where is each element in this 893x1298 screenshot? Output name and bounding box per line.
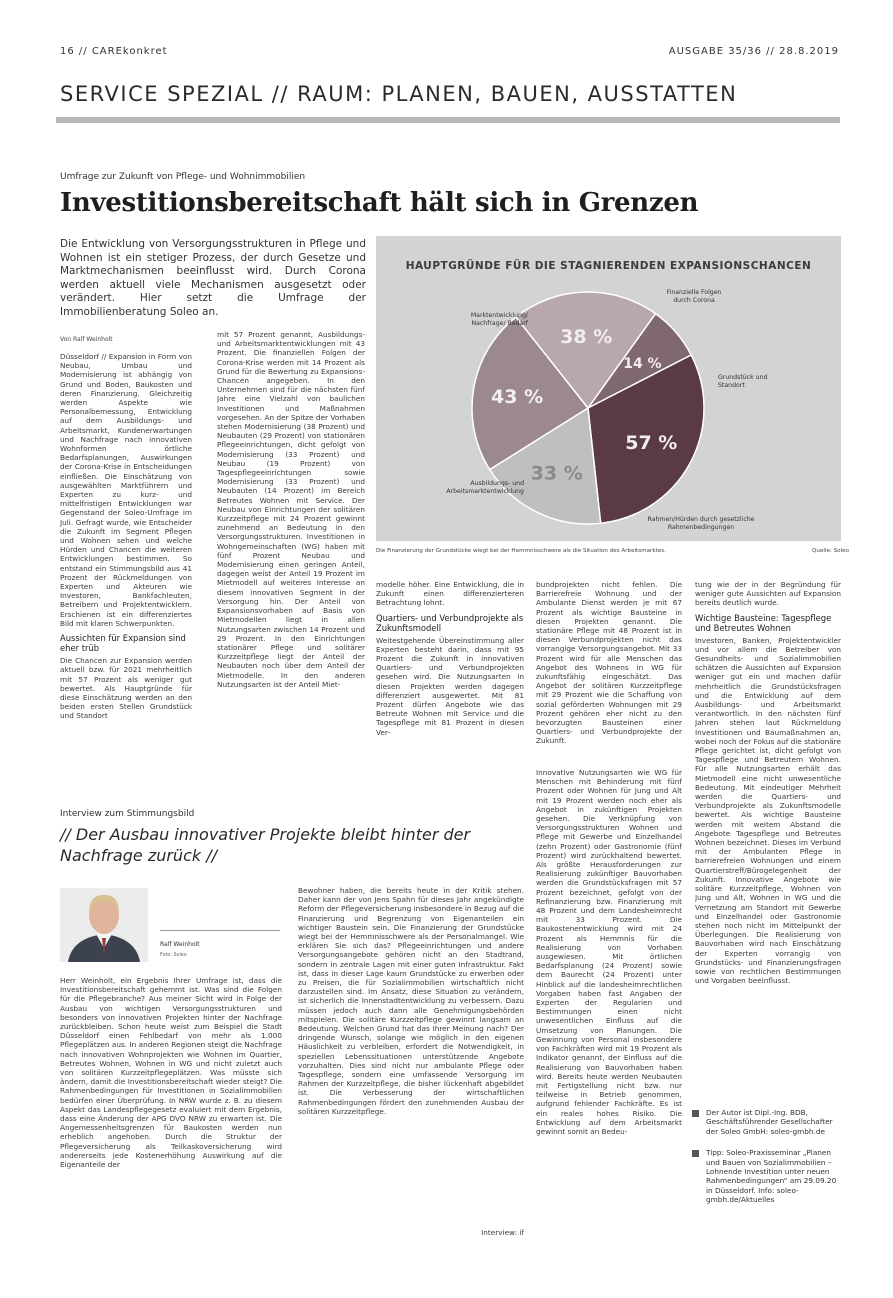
portrait-photo (60, 888, 148, 962)
square-bullet-icon (692, 1110, 699, 1117)
seminar-tip-box (692, 1148, 842, 1204)
square-bullet-icon (692, 1150, 699, 1157)
article-lead: Die Entwicklung von Versorgungsstrukturen in Pflege und Wohnen ist ein stetiger Prozess, der durch Gesetze und Marktmechanismen beeinflusst wird. Durch Corona werden aktuell viele Mechanismen ausgesetzt oder verändert. Hier setzt die Umfrage der Immobilienberatung Soleo an. (60, 238, 366, 318)
subheading-aussichten: Aussichten für Expansion sind eher trüb (60, 633, 186, 654)
portrait-image (60, 888, 148, 962)
article-column-5-text: tung wie der in der Begründung für weniger gute Aussichten auf Expansion bereits deutlich wurde. (695, 580, 841, 608)
interview-column-1 (60, 976, 282, 1238)
pie-value-label-2: 33 % (530, 462, 583, 485)
pie-label-grundstueck: Grundstück und Standort (718, 374, 768, 389)
photo-name: Ralf Weinholt (160, 941, 200, 948)
interview-column-2-text: Bewohner haben, die bereits heute in der Kritik stehen. Daher kann der von Jens Spahn für dieses Jahr angekündigte Reform der Pflegeversicherung insbesondere in Bezug auf die Finanzierung und Begrenzung von Eigenanteilen ein wichtiger Baustein sein. Die Finanzierung der Grundstücke wiegt bei der Hemmnisschwere als der Personalmangel. Wie erklären Sie sich das? Pflegeeinrichtungen und andere Versorgungsangebote gehören nicht an den Stadtrand, sondern in zentrale Lagen mit einer guten Infrastruktur. Fakt ist, dass in dieser Lage kaum Grundstücke zu erwerben oder zu Preisen, die für Sozialimmobilien wirtschaftlich nicht darzustellen sind. Im Ansatz, diese Situation zu verändern, ist sicherlich die Innenstadtentwicklung zu verbessern. Dazu müssen jedoch auch dann alle Genehmigungsbehörden mitspielen. Die solitäre Kurzzeitpflege gewinnt langsam an Bedeutung. Welchen Grund hat das Ihrer Meinung nach? Der dringende Wunsch, solange wie möglich in den eigenen Häuslichkeit zu verbleiben, erfordert die Notwendigkeit, in speziellen Lebenssituationen unterstützende Angebote vorzuhalten. Dies sind nicht nur ambulante Pflege oder Tagespflege, sondern eine umfassende Versorgung im Rahmen der Kurzzeitpflege, die bisher lückenhaft abgebildet ist. Die Verbesserung der wirtschaftlichen Rahmenbedingungen fördert den zunehmenden Ausbau der solitären Kurzzeitpflege. (298, 886, 524, 1116)
pie-chart-panel (376, 236, 841, 541)
pie-value-label-0: 14 % (623, 356, 662, 372)
pie-label-ausbildung: Ausbildungs- und Arbeitsmarktentwicklung (446, 480, 524, 495)
header-rule (56, 117, 840, 123)
info-boxes (692, 1108, 842, 1217)
pie-value-label-3: 43 % (491, 385, 544, 408)
author-info-box (692, 1108, 842, 1136)
article-author: Von Ralf Weinholt (60, 336, 113, 343)
page-header-right: AUSGABE 35/36 // 28.8.2019 (668, 46, 839, 57)
article-column-4 (536, 580, 682, 760)
article-column-5 (695, 580, 841, 1098)
article-kicker: Umfrage zur Zukunft von Pflege- und Wohnimmobilien (60, 172, 306, 182)
interview-title: // Der Ausbau innovativer Projekte bleibt hinter der Nachfrage zurück // (60, 825, 471, 865)
article-column-3-text: modelle höher. Eine Entwicklung, die in Zukunft einen differenzierteren Betrachtung lohnt. (376, 580, 524, 608)
article-column-1 (60, 352, 192, 792)
article-column-2 (217, 330, 365, 792)
article-column-3 (376, 580, 524, 798)
article-column-1b-text: Die Chancen zur Expansion werden aktuell bzw. für 2021 mehrheitlich mit 57 Prozent als weniger gut bewertet. Als Hauptgründe für diese Einschätzung werden an den beiden ersten Stellen Grundstück und Standort (60, 656, 192, 721)
author-info-text: Der Autor ist Dipl.-Ing. BDB, Geschäftsführender Gesellschafter der Soleo GmbH: soleo-gmbh.de (706, 1108, 833, 1136)
subheading-quartiers: Quartiers- und Verbundprojekte als Zukunftsmodell (376, 612, 524, 633)
photo-credit: Foto: Soleo (160, 953, 187, 958)
pie-value-label-1: 57 % (625, 432, 678, 455)
seminar-tip-text: Tipp: Soleo-Praxisseminar „Planen und Bauen von Sozialimmobilien – Lohnende Investition unter neuen Rahmenbedingungen“ am 29.09.20 in Düsseldorf. Info: soleo-gmbh.de/Aktuelles (706, 1148, 837, 1205)
chart-source: Quelle: Soleo (812, 548, 849, 554)
pie-label-markt: Marktentwicklung/ Nachfrage/ Bedarf (470, 312, 528, 327)
article-column-1-text: Düsseldorf // Expansion in Form von Neubau, Umbau und Modernisierung ist abhängig von Grund und Boden, Baukosten und deren Finanzierung. Gleichzeitig werden Aspekte wie Personalbemessung, Entwicklung auf dem Ausbildungs- und Arbeitsmarkt, Kundenerwartungen und Nachfrage nach innovativen Wohnformen örtliche Bedarfsplanungen, Auswirkungen der Corona-Krise in Entscheidungen einfließen. Die Einschätzung von ausgewählten Marktführern und Experten zu kurz- und mittelfristigen Entwicklungen war Gegenstand der Soleo-Umfrage im Juli. Gefragt wurde, wie Entscheider die Zukunft im Segment Pflegen und Wohnen sehen und welche Hürden und Chancen die weiteren Entwicklungen bestimmen. So entstand ein Stimmungsbild aus 41 Prozent der Rückmeldungen von Experten und Akteuren wie Investoren, Bankfachleuten, Betreibern und Projektentwicklern. Erschienen ist ein differenziertes Bild mit klaren Schwerpunkten. (60, 352, 192, 628)
interview-signature: Interview: if (481, 1228, 524, 1237)
pie-value-label-4: 38 % (560, 326, 613, 349)
article-column-3b-text: Weitestgehende Übereinstimmung aller Experten besteht darin, dass mit 95 Prozent die Zukunft in innovativen Quartiers- und Verbundprojekten gesehen wird. Die Nutzungsarten in diesen Projekten werden dagegen differenziert ausgewertet. Mit 81 Prozent dürfen Angebote wie das Betreute Wohnen mit Service und die Tagespflege mit 81 Prozent in diesen Ver- (376, 635, 524, 737)
pie-label-rahmen: Rahmen/Hürden durch gesetzliche Rahmenbedingungen (647, 516, 755, 531)
article-column-2-text: mit 57 Prozent genannt, Ausbildungs- und Arbeitsmarktentwicklungen mit 43 Prozent. Die finanziellen Folgen der Corona-Krise werden mit 14 Prozent als Grund für die Bewertung zu Expansions-Chancen angegeben. In den Unternehmen sind für die nächsten fünf Jahre eine Vielzahl von baulichen Investitionen und Maßnahmen vorgesehen. An der Spitze der Vorhaben stehen Modernisierung (38 Prozent) und Neubauten (29 Prozent) von stationären Pflegeeinrichtungen, dicht gefolgt von Modernisierung (33 Prozent) und Neubau (19 Prozent) von Tagespflegeeinrichtungen sowie Modernisierung (33 Prozent) und Neubauten (14 Prozent) im Bereich Betreutes Wohnen mit Service. Der Neubau von Einrichtungen der solitären Kurzzeitpflege mit 24 Prozent gewinnt zunehmend an Bedeutung in den Versorgungsstrukturen. Investitionen in Wohngemeinschaften (WG) haben mit fünf Prozent Neubau und Modernisierung einen geringen Anteil, dagegen weist der Anteil 19 Prozent im Mietmodell auf weiteres Interesse an diesem innovativen Segment in der Versorgung hin. Der Anteil von Expansionsvorhaben auf Basis von Mietmodellen liegt in allen Nutzungsarten zwischen 14 Prozent und 29 Prozent. In den Einrichtungen stationärer Pflege und solitärer Kurzzeitpflege liegt der Anteil der Neubauten noch über dem Anteil der Mietmodelle. In den anderen Nutzungsarten ist der Anteil Miet- (217, 330, 365, 689)
photo-caption-rule (160, 930, 280, 931)
pie-label-corona: Finanzielle Folgen durch Corona (666, 289, 722, 304)
article-column-4b (536, 768, 682, 1258)
article-column-4-text: bundprojekten nicht fehlen. Die Barrierefreie Wohnung und der Ambulante Dienst werden je mit 67 Prozent als wichtige Bausteine in diesen Projekten genannt. Die stationäre Pflege mit 48 Prozent ist in diesen Verbundprojekten nicht das vorrangige Versorgungsangebot. Mit 33 Prozent wird für alle Menschen das Angebot des Wohnens in WG für zukunftsfähig eingeschätzt. Das Angebot der solitären Kurzzeitpflege mit 29 Prozent wie die Schaffung von sozial geförderten Wohnungen mit 29 Prozent gehören eher nicht zu den bevorzugten Bausteinen einer Quartiers- und Verbundprojekte der Zukunft. (536, 580, 682, 746)
page-header-left: 16 // CAREkonkret (60, 46, 168, 57)
interview-column-1-text: Herr Weinholt, ein Ergebnis Ihrer Umfrage ist, dass die Investitionsbereitschaft gehemmt ist. Was sind die Folgen für die Pflegebranche? Aus meiner Sicht wird in Folge der Ausbau von wichtigen Versorgungsstrukturen und besonders von innovativen Projekten hinter der Nachfrage zurückbleiben. Schon heute weist zum Beispiel die Stadt Düsseldorf einen Fehlbedarf von mehr als 1.000 Pflegeplätzen aus. In anderen Regionen steigt die Nachfrage nach innovativen Wohnprojekten wie Wohnen im Quartier, Betreutes Wohnen, Wohnen in WG und nicht zuletzt auch von solitären Kurzzeitpflegeplätzen. Was müsste sich ändern, damit die Investitionsbereitschaft wieder steigt? Die Rahmenbedingungen für Investitionen in Sozialimmobilien bedürfen einer Überprüfung. In NRW wurde z. B. zu diesem Aspekt das Landespflegegesetz evaluiert mit dem Ergebnis, dass eine Änderung der APG DVO NRW zu erwarten ist. Die Angemessenheitsgrenzen für Baukosten werden nun erheblich angehoben. Durch die Struktur der Pflegeversicherung als Teilkaskoversicherung wird andererseits jede Kostenerhöhung Auswirkung auf die Eigenanteile der (60, 976, 282, 1170)
interview-kicker: Interview zum Stimmungsbild (60, 809, 195, 819)
section-title: SERVICE SPEZIAL // RAUM: PLANEN, BAUEN, AUSSTATTEN (60, 82, 738, 106)
interview-column-2 (298, 886, 524, 1226)
article-headline: Investitionsbereitschaft hält sich in Grenzen (60, 188, 699, 218)
subheading-bausteine: Wichtige Bausteine: Tagespflege und Betreutes Wohnen (695, 612, 832, 633)
article-column-4b-text: Innovative Nutzungsarten wie WG für Menschen mit Behinderung mit fünf Prozent oder Wohnen für Jung und Alt mit 19 Prozent werden noch eher als Angebot in zukünftigen Projekten gesehen. Die Verknüpfung von Versorgungsstrukturen Wohnen und Pflege mit Gewerbe und Einzelhandel (zehn Prozent) oder Gastronomie (fünf Prozent) wird zurückhaltend bewertet. Als größte Herausforderungen zur Realisierung zukünftiger Bauvorhaben werden die Grundstücksfragen mit 57 Prozent bezeichnet, gefolgt von der Refinanzierung bzw. Finanzierung mit 48 Prozent und dem Landesheimrecht mit 33 Prozent. Die Baukostenentwicklung wird mit 24 Prozent als Hemmnis für die Realisierung von Vorhaben ausgewiesen. Mit örtlichen Bedarfsplanung (24 Prozent) sowie dem Baurecht (24 Prozent) unter Hinblick auf die landesheimrechtlichen Vorgaben haben fast Angaben der Experten der Regularien und Bestimmungen einen nicht unwesentlichen Einfluss auf die Umsetzung von Planungen. Die Gewinnung von Personal insbesondere von Fachkräften wird mit 19 Prozent als Indikator genannt, der Einfluss auf die Realisierung von Bauvorhaben haben wird. Bereits heute werden Neubauten mit Fertigstellung nicht bzw. nur teilweise in Betrieb genommen, aufgrund fehlender Fachkräfte. Es ist ein reales hohes Risiko. Die Entwicklung auf dem Arbeitsmarkt gewinnt somit an Bedeu- (536, 768, 682, 1136)
chart-caption: Die Finanzierung der Grundstücke wiegt bei der Hemmnisschwere als die Situation des Arbeitsmarktes. (376, 548, 666, 554)
chart-title: HAUPTGRÜNDE FÜR DIE STAGNIERENDEN EXPANSIONSCHANCEN (405, 260, 812, 272)
article-column-5b-text: Investoren, Banken, Projektentwickler und vor allem die Betreiber von Gesundheits- und Sozialimmobilien schätzen die Aussichten auf Expansion weniger gut ein und machen dafür mehrheitlich die Grundstücksfragen und die Entwicklung auf dem Ausbildungs- und Arbeitsmarkt verantwortlich. In den nächsten fünf Jahren stehen laut Rückmeldung Investitionen und Baumaßnahmen an, wobei noch der Fokus auf die stationäre Pflege gerichtet ist, dicht gefolgt von Tagespflege und Betreutem Wohnen. Für alle Nutzungsarten erhält das Mietmodell eine nicht unwesentliche Bedeutung. Mit eindeutiger Mehrheit werden die Quartiers- und Verbundprojekte als Zukunftsmodelle bewertet. Als wichtige Bausteine werden mit weitem Abstand die Angebote Tagespflege und Betreutes Wohnen bezeichnet. Dieses im Verbund mit der Ambulanten Pflege in barrierefreien Wohnungen und einem Quartierstreff/Bürogelegenheit der Zukunft. Innovative Angebote wie solitäre Kurzzeitpflege, Wohnen von Jung und Alt, Wohnen in WG und die Vernetzung am Standort mit Gewerbe und Einzelhandel oder Gastronomie stehen noch nicht im Mittelpunkt der Überlegungen. Die Realisierung von Bauvorhaben wird nach Einschätzung der Experten vorrangig von Grundstücks- und Finanzierungsfragen sowie von rechtlichen Bestimmungen und Vorgaben beeinflusst. (695, 635, 841, 986)
